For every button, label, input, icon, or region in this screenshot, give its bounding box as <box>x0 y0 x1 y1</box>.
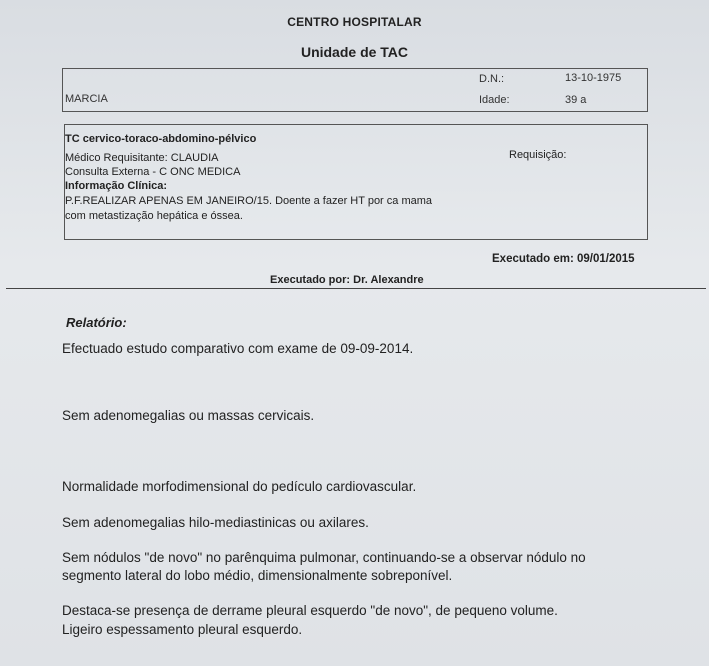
clinical-info-line2: com metastização hepática e óssea. <box>65 210 243 222</box>
clinical-info-label: Informação Clínica: <box>65 180 168 192</box>
report-paragraph-1: Efectuado estudo comparativo com exame de 09-09-2014. <box>62 341 414 356</box>
patient-box <box>62 68 648 112</box>
report-paragraph-2: Sem adenomegalias ou massas cervicais. <box>62 408 315 423</box>
executed-on: Executado em: 09/01/2015 <box>492 253 635 265</box>
dn-label: D.N.: <box>479 73 505 85</box>
dn-value: 13-10-1975 <box>565 72 622 84</box>
age-value: 39 a <box>565 94 587 106</box>
unit-title: Unidade de TAC <box>300 44 409 60</box>
requesting-doctor: Médico Requisitante: CLAUDIA <box>65 152 219 164</box>
exam-title: TC cervico-toraco-abdomino-pélvico <box>65 133 257 145</box>
report-paragraph-6a: Destaca-se presença de derrame pleural esquerdo "de novo", de pequeno volume. <box>62 603 558 618</box>
requisition-label: Requisição: <box>509 149 567 161</box>
executed-by: Executado por: Dr. Alexandre <box>270 274 424 286</box>
report-paragraph-5a: Sem nódulos "de novo" no parênquima pulmonar, continuando-se a observar nódulo no <box>62 550 586 565</box>
hospital-name: CENTRO HOSPITALAR <box>287 15 422 29</box>
report-paragraph-4: Sem adenomegalias hilo-mediastinicas ou axilares. <box>62 515 369 530</box>
age-label: Idade: <box>479 94 510 106</box>
report-paragraph-6b: Ligeiro espessamento pleural esquerdo. <box>62 622 303 637</box>
consult-line: Consulta Externa - C ONC MEDICA <box>65 166 241 178</box>
report-paragraph-3: Normalidade morfodimensional do pedículo cardiovascular. <box>62 479 417 494</box>
clinical-info-line1: P.F.REALIZAR APENAS EM JANEIRO/15. Doente a fazer HT por ca mama <box>65 195 433 207</box>
exam-box <box>64 124 648 240</box>
divider-line <box>6 288 706 289</box>
report-title: Relatório: <box>66 315 127 330</box>
patient-name: MARCIA <box>65 93 108 105</box>
report-paragraph-5b: segmento lateral do lobo médio, dimensionalmente sobreponível. <box>62 568 453 583</box>
